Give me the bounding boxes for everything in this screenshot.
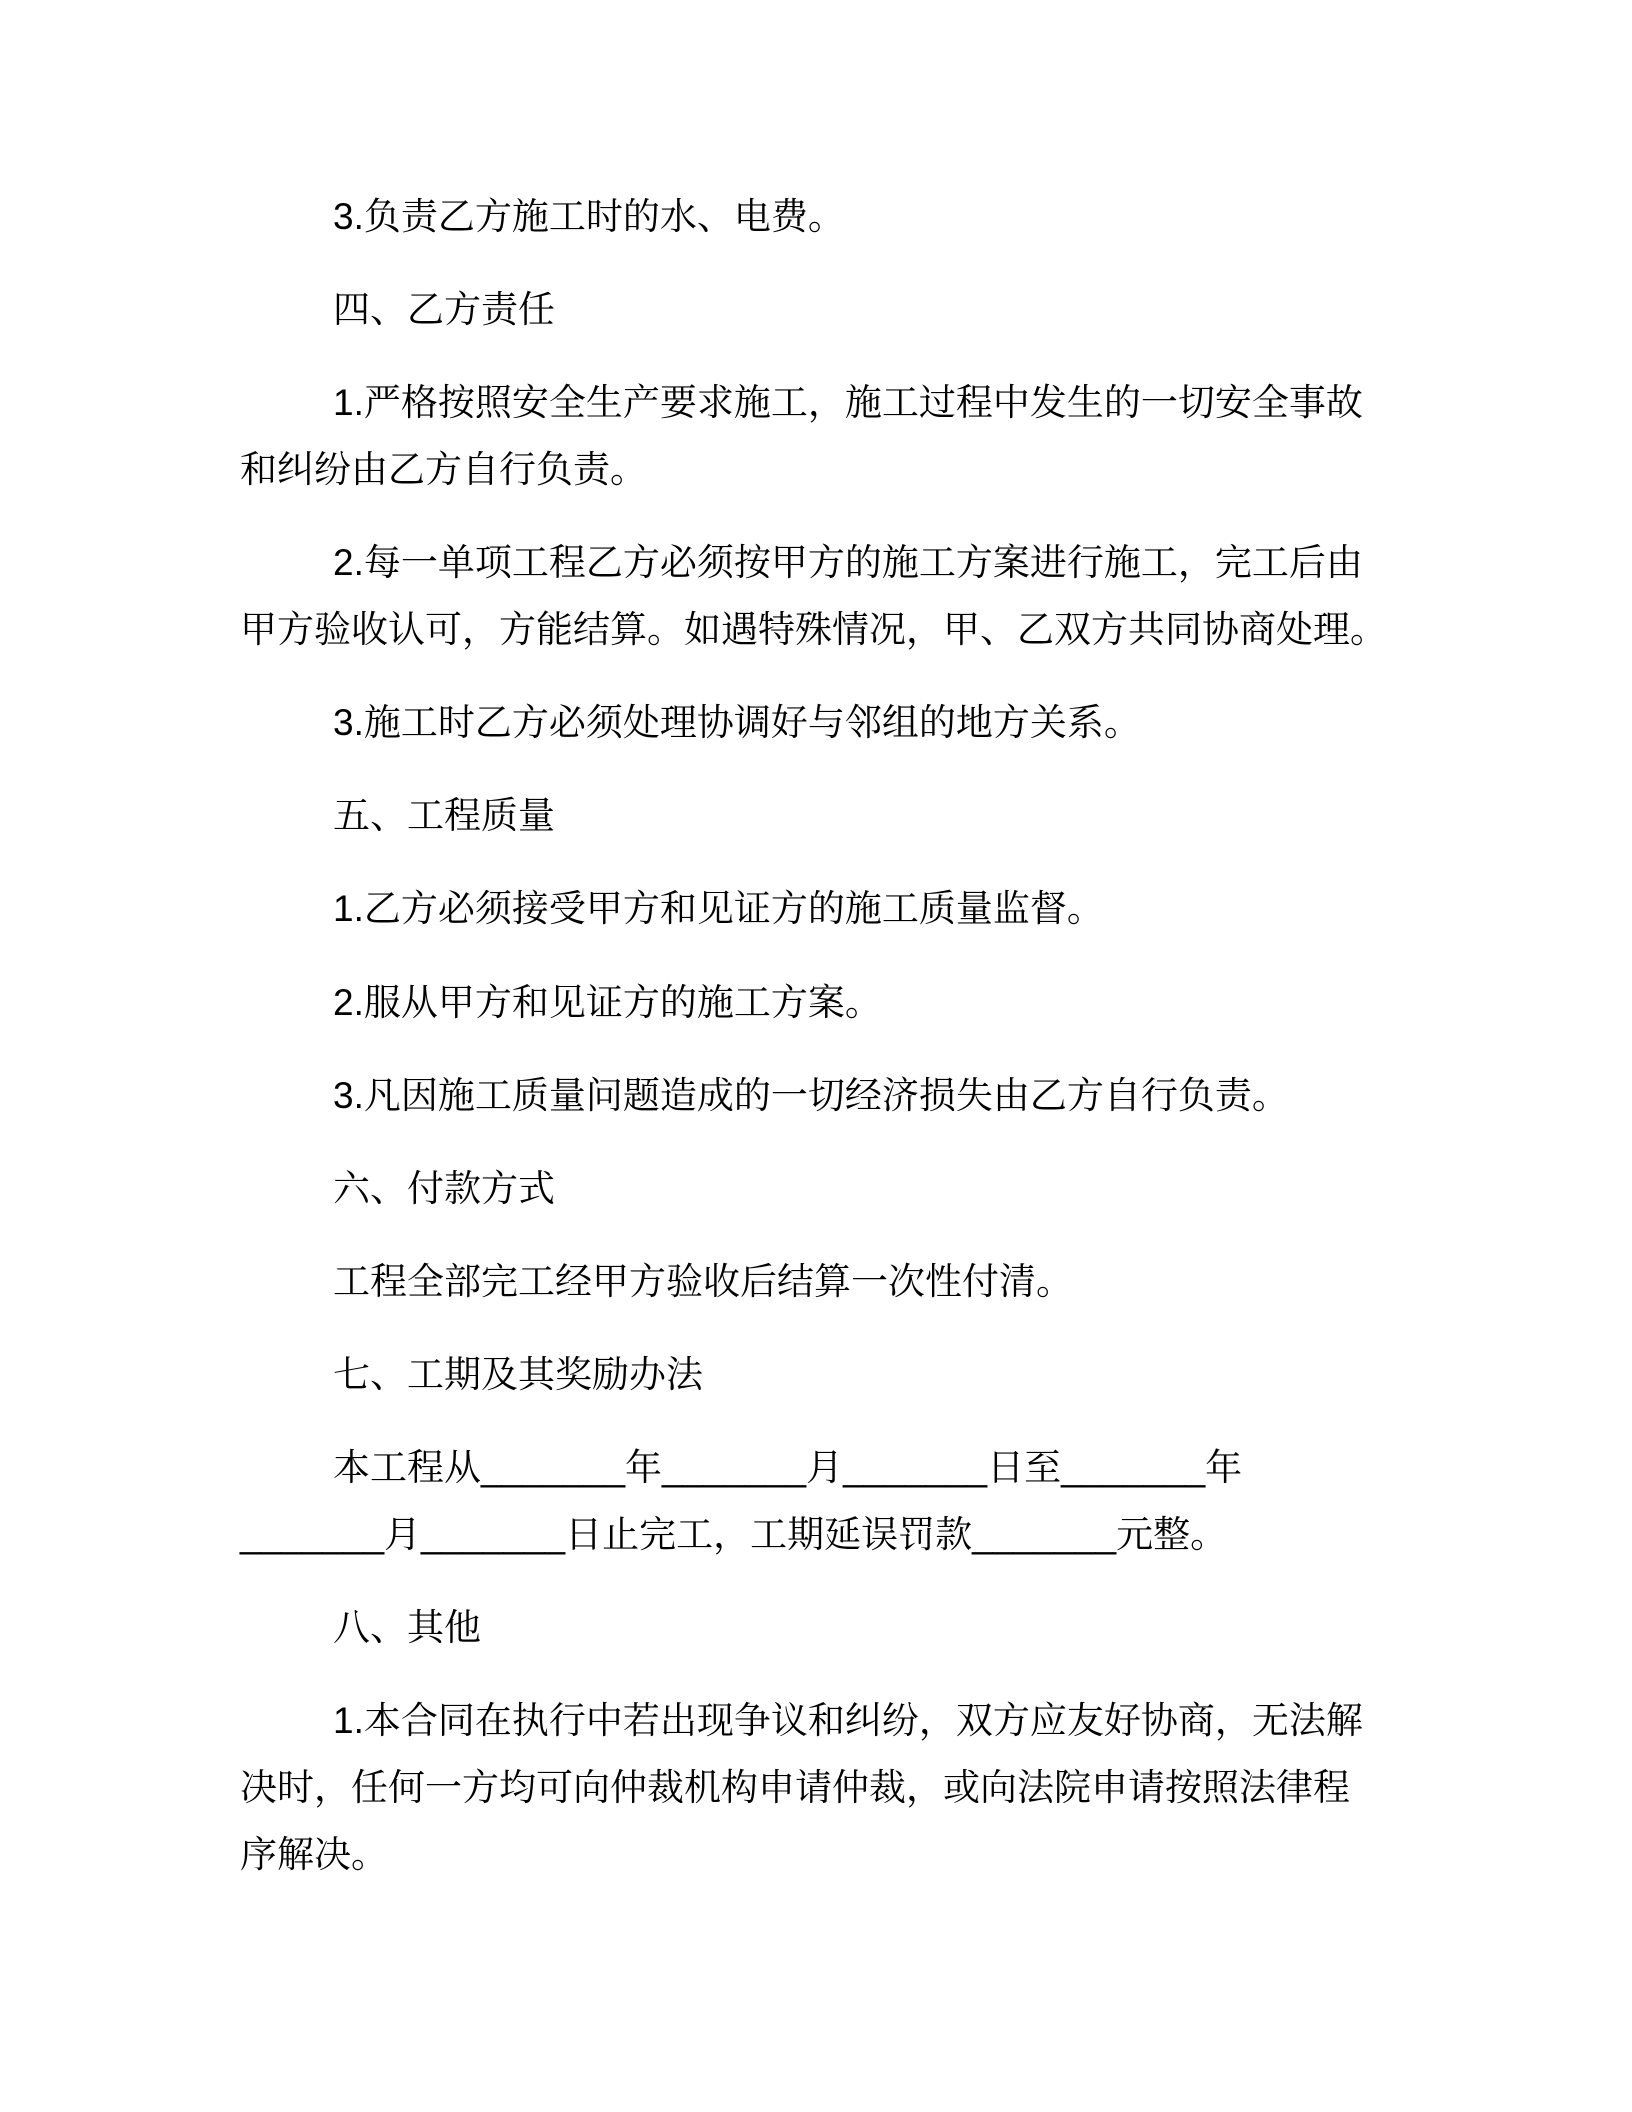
clause-line: 1.严格按照安全生产要求施工，施工过程中发生的一切安全事故 bbox=[333, 382, 1363, 424]
clause-line: 3.凡因施工质量问题造成的一切经济损失由乙方自行负责。 bbox=[333, 1074, 1289, 1116]
clause-line: 序解决。 bbox=[240, 1833, 388, 1875]
clause-line: 1.本合同在执行中若出现争议和纠纷，双方应友好协商，无法解 bbox=[333, 1700, 1363, 1742]
clause-line: 决时，任何一方均可向仲裁机构申请仲裁，或向法院申请按照法律程 bbox=[240, 1767, 1350, 1808]
section-heading: 四、乙方责任 bbox=[333, 289, 555, 331]
clause-line: 工程全部完工经甲方验收后结算一次性付清。 bbox=[333, 1261, 1073, 1303]
section-party-b-responsibility bbox=[240, 277, 1387, 756]
clause-line: 2.每一单项工程乙方必须按甲方的施工方案进行施工，完工后由 bbox=[333, 542, 1363, 584]
document-body bbox=[240, 184, 1387, 1915]
clause bbox=[240, 970, 1363, 1037]
clause bbox=[240, 1249, 1363, 1316]
clause-line: 本工程从_______年_______月_______日至_______年 bbox=[333, 1447, 1243, 1489]
clause-line: 3.负责乙方施工时的水、电费。 bbox=[333, 196, 845, 237]
clause bbox=[240, 690, 1363, 757]
section-heading: 五、工程质量 bbox=[333, 795, 555, 837]
clause bbox=[240, 876, 1363, 943]
clause-line: 和纠纷由乙方自行负责。 bbox=[240, 448, 647, 490]
clause bbox=[240, 1688, 1363, 1888]
section-project-quality bbox=[240, 783, 1363, 1129]
clause bbox=[240, 530, 1387, 663]
clause bbox=[240, 1063, 1363, 1130]
section-payment-method bbox=[240, 1156, 1363, 1316]
clause-line: 1.乙方必须接受甲方和见证方的施工质量监督。 bbox=[333, 888, 1104, 930]
clause bbox=[240, 1435, 1363, 1568]
clause-line: 甲方验收认可，方能结算。如遇特殊情况，甲、乙双方共同协商处理。 bbox=[240, 608, 1387, 650]
section-heading: 七、工期及其奖励办法 bbox=[333, 1354, 703, 1396]
section-other bbox=[240, 1595, 1363, 1888]
section-heading: 六、付款方式 bbox=[333, 1167, 555, 1209]
section-heading: 八、其他 bbox=[333, 1607, 481, 1649]
clause-line: _______月_______日止完工，工期延误罚款_______元整。 bbox=[240, 1514, 1228, 1556]
section-schedule-and-rewards bbox=[240, 1342, 1363, 1568]
clause-line: 2.服从甲方和见证方的施工方案。 bbox=[333, 981, 882, 1023]
clause bbox=[240, 370, 1363, 503]
clause-water-electricity-fees bbox=[240, 184, 1363, 251]
clause-line: 3.施工时乙方必须处理协调好与邻组的地方关系。 bbox=[333, 701, 1141, 743]
